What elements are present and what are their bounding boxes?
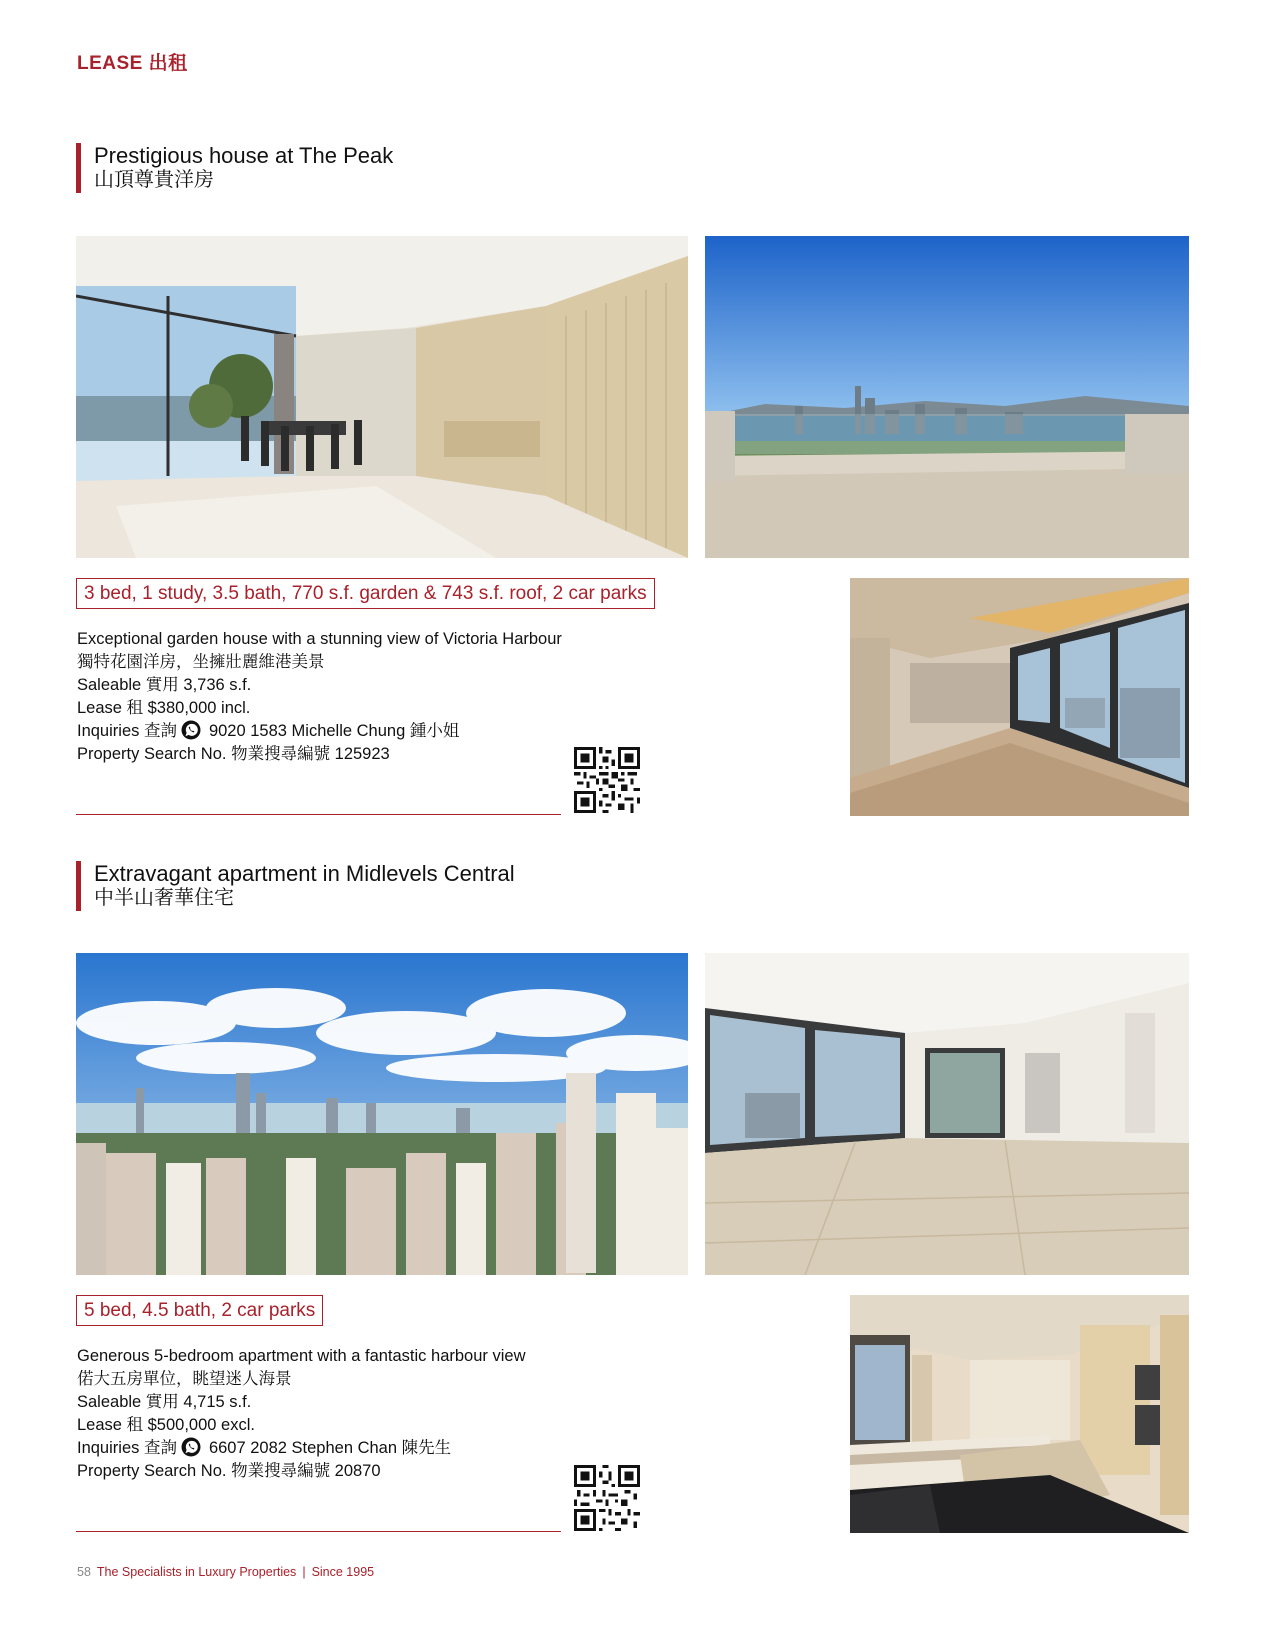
listing-1-details (77, 628, 562, 766)
listing-1-title-en: Prestigious house at The Peak (94, 143, 394, 168)
listing-2-inquiries (77, 1437, 525, 1460)
listing-1-description-zh: 獨特花園洋房，坐擁壯麗維港美景 (77, 653, 325, 671)
listing-2-description-en: Generous 5-bedroom apartment with a fantastic harbour view (77, 1347, 526, 1365)
listing-2-inquiries-label: Inquiries 查詢 (77, 1439, 177, 1457)
listing-2-title-block (76, 861, 515, 911)
listing-1-photo-rooftop-view (705, 236, 1189, 558)
whatsapp-icon[interactable] (181, 1437, 201, 1457)
listing-1-title-zh: 山頂尊貴洋房 (94, 169, 214, 191)
page-number: 58 (77, 1565, 91, 1579)
listing-2-divider (76, 1531, 561, 1532)
listing-1-lease: Lease 租 $380,000 incl. (77, 699, 251, 717)
listing-2-specs-box: 5 bed, 4.5 bath, 2 car parks (76, 1295, 323, 1326)
listing-1-inquiries-label: Inquiries 查詢 (77, 722, 177, 740)
listing-2-saleable: Saleable 實用 4,715 s.f. (77, 1393, 252, 1411)
listing-1-saleable: Saleable 實用 3,736 s.f. (77, 676, 252, 694)
listing-2-qr-code[interactable] (574, 1465, 640, 1531)
listing-2-description-zh: 偌大五房單位，眺望迷人海景 (77, 1370, 292, 1388)
listing-2-property-search: Property Search No. 物業搜尋編號 20870 (77, 1462, 381, 1480)
listing-1-qr-code[interactable] (574, 747, 640, 813)
footer-since: Since 1995 (311, 1565, 375, 1579)
listing-1-divider (76, 814, 561, 815)
listing-2-photo-skyline (76, 953, 688, 1275)
listing-1-photo-interior-windows (850, 578, 1189, 816)
listing-1-property-search: Property Search No. 物業搜尋編號 125923 (77, 745, 390, 763)
listing-2-title-en: Extravagant apartment in Midlevels Central (94, 861, 515, 886)
listing-1-inquiries-contact[interactable]: 9020 1583 Michelle Chung 鍾小姐 (208, 722, 460, 740)
listing-2-lease: Lease 租 $500,000 excl. (77, 1416, 255, 1434)
listing-1-specs-box: 3 bed, 1 study, 3.5 bath, 770 s.f. garden & 743 s.f. roof, 2 car parks (76, 578, 655, 609)
listing-2-title-zh: 中半山奢華住宅 (94, 887, 234, 909)
listing-2-photo-kitchen (850, 1295, 1189, 1533)
footer-separator: | (302, 1565, 306, 1579)
listing-1-photo-living-room (76, 236, 688, 558)
footer-tagline: The Specialists in Luxury Properties (96, 1565, 297, 1579)
listing-1-inquiries (77, 720, 562, 743)
section-tag: LEASE 出租 (77, 53, 188, 74)
listing-1-title-block (76, 143, 393, 193)
whatsapp-icon[interactable] (181, 720, 201, 740)
listing-2-photo-empty-room (705, 953, 1189, 1275)
listing-2-details (77, 1345, 525, 1483)
listing-2-inquiries-contact[interactable]: 6607 2082 Stephen Chan 陳先生 (208, 1439, 452, 1457)
footer (77, 1565, 374, 1579)
listing-1-description-en: Exceptional garden house with a stunning view of Victoria Harbour (77, 630, 562, 648)
